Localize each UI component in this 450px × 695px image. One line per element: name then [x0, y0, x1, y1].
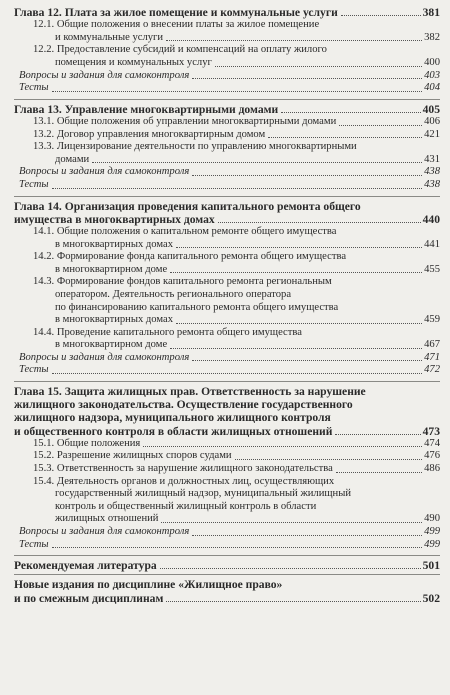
section-entry: [14, 463, 440, 476]
page-number: 472: [424, 364, 440, 376]
questions-entry: [14, 70, 440, 83]
divider-rule: [14, 381, 440, 382]
leader-dots: [339, 125, 422, 126]
page-number: 471: [424, 351, 440, 363]
section-line: [33, 116, 440, 129]
section-line-text: 13.1. Общие положения об управлении многоквартирными домами: [33, 115, 337, 127]
divider-rule: [14, 555, 440, 556]
section-line-text: 15.2. Разрешение жилищных споров судами: [33, 450, 232, 462]
page-number: 459: [424, 314, 440, 326]
section-entry: [14, 226, 440, 251]
section-entry: [14, 116, 440, 129]
section-entry: [14, 438, 440, 451]
chapter-entry: [14, 103, 440, 192]
section-line: 15.4. Деятельность органов и должностных лиц, осуществляющих: [33, 475, 335, 487]
page-number: 502: [422, 591, 440, 605]
section-line: [33, 463, 440, 476]
section-line: [33, 239, 440, 252]
tests-entry: [14, 364, 440, 377]
page-number: 400: [424, 56, 440, 68]
leader-dots: [170, 272, 422, 273]
chapter-title: [14, 103, 440, 116]
chapter-title: [14, 6, 440, 19]
leader-dots: [166, 40, 422, 41]
chapter-entry: [14, 6, 440, 95]
section-line-text: помещения и коммунальных услуг: [55, 56, 212, 68]
section-line-text: в многоквартирных домах: [55, 314, 174, 326]
page-number: 474: [424, 437, 440, 449]
leader-dots: [218, 222, 421, 223]
tail-entry: [14, 578, 440, 604]
leader-dots: [52, 91, 423, 92]
section-entry: [14, 141, 440, 166]
page-number: 499: [424, 538, 440, 550]
section-line: [33, 450, 440, 463]
chapter-title-line: жилищного надзора, муниципального жилищного контроля: [14, 411, 331, 425]
section-line-text: в многоквартирном доме: [55, 339, 168, 351]
section-line-text: в многоквартирном доме: [55, 263, 168, 275]
leader-dots: [192, 175, 422, 176]
tail-entry: [14, 559, 440, 572]
leader-dots: [176, 247, 422, 248]
tests-entry: [14, 82, 440, 95]
tail-line: Новые издания по дисциплине «Жилищное право»: [14, 578, 283, 592]
page-number: 381: [422, 6, 440, 19]
page-number: 406: [424, 115, 440, 127]
page-number: 421: [424, 128, 440, 140]
page-number: 405: [422, 102, 440, 116]
questions-entry-text: Вопросы и задания для самоконтроля: [19, 526, 190, 538]
page-number: 486: [424, 463, 440, 475]
section-entry: [14, 327, 440, 352]
leader-dots: [281, 112, 420, 113]
leader-dots: [92, 162, 422, 163]
tests-entry: [14, 179, 440, 192]
questions-entry: [14, 526, 440, 539]
section-line-text: жилищных отношений: [55, 513, 159, 525]
section-line: государственный жилищный надзор, муниципальный жилищный: [55, 488, 352, 500]
section-line: 14.1. Общие положения о капитальном ремонте общего имущества: [33, 225, 337, 237]
section-line: [33, 264, 440, 277]
page-number: 438: [424, 166, 440, 178]
section-line: [33, 154, 440, 167]
page-number: 499: [424, 526, 440, 538]
leader-dots: [235, 459, 423, 460]
section-line: 12.2. Предоставление субсидий и компенсаций на оплату жилого: [33, 44, 327, 56]
questions-entry-text: Вопросы и задания для самоконтроля: [19, 351, 190, 363]
section-line: [33, 513, 440, 526]
leader-dots: [341, 15, 421, 16]
divider-rule: [14, 196, 440, 197]
chapter-title-line: жилищного законодательства. Осуществление государственного: [14, 398, 353, 412]
page-number: 501: [422, 559, 440, 573]
leader-dots: [215, 66, 422, 67]
page-number: 441: [424, 238, 440, 250]
leader-dots: [192, 78, 422, 79]
section-line-text: и коммунальные услуги: [55, 31, 164, 43]
chapter-title-text: и общественного контроля в области жилищных отношений: [14, 424, 333, 438]
tail-line: [14, 592, 440, 605]
section-line: 14.3. Формирование фондов капитального ремонта региональным: [33, 276, 332, 288]
section-line: оператором. Деятельность регионального оператора: [55, 288, 292, 300]
section-line: 14.2. Формирование фонда капитального ремонта общего имущества: [33, 251, 347, 263]
leader-dots: [161, 522, 422, 523]
section-line-text: 13.2. Договор управления многоквартирным домом: [33, 128, 266, 140]
section-line: [33, 32, 440, 45]
tests-entry-text: Тесты: [19, 364, 49, 376]
chapter-title-line: Глава 14. Организация проведения капитального ремонта общего: [14, 199, 361, 213]
section-entry: [14, 129, 440, 142]
leader-dots: [335, 434, 420, 435]
section-entry: [14, 476, 440, 526]
questions-entry-text: Вопросы и задания для самоконтроля: [19, 166, 190, 178]
section-line: 12.1. Общие положения о внесении платы за жилое помещение: [33, 19, 320, 31]
section-line: [33, 129, 440, 142]
section-entry: [14, 19, 440, 44]
leader-dots: [52, 188, 423, 189]
tests-entry-text: Тесты: [19, 82, 49, 94]
chapter-title-text: Глава 12. Плата за жилое помещение и коммунальные услуги: [14, 6, 338, 19]
tail-line: [14, 559, 440, 572]
tail-line-text: и по смежным дисциплинам: [14, 591, 164, 605]
page-number: 455: [424, 263, 440, 275]
leader-dots: [52, 547, 423, 548]
page-number: 473: [422, 424, 440, 438]
chapter-title: [14, 213, 440, 226]
section-line-text: 15.1. Общие положения: [33, 437, 141, 449]
section-line: контроль и общественный жилищный контроль в области: [55, 500, 317, 512]
leader-dots: [192, 360, 422, 361]
chapter-entry: [14, 385, 440, 551]
tail-line-text: Рекомендуемая литература: [14, 559, 157, 573]
leader-dots: [143, 446, 422, 447]
chapter-title-line: Глава 15. Защита жилищных прав. Ответственность за нарушение: [14, 385, 366, 399]
page-number: 467: [424, 339, 440, 351]
divider-rule: [14, 99, 440, 100]
leader-dots: [170, 348, 422, 349]
leader-dots: [166, 601, 420, 602]
section-entry: [14, 450, 440, 463]
questions-entry-text: Вопросы и задания для самоконтроля: [19, 69, 190, 81]
tests-entry: [14, 539, 440, 552]
section-line: [33, 339, 440, 352]
chapter-title-text: имущества в многоквартирных домах: [14, 212, 215, 226]
section-line-text: в многоквартирных домах: [55, 238, 174, 250]
page-number: 440: [422, 212, 440, 226]
leader-dots: [192, 535, 422, 536]
section-entry: [14, 276, 440, 326]
leader-dots: [52, 373, 423, 374]
section-line: [33, 438, 440, 451]
section-line: [33, 57, 440, 70]
chapter-title-text: Глава 13. Управление многоквартирными домами: [14, 102, 279, 116]
questions-entry: [14, 352, 440, 365]
section-line: 14.4. Проведение капитального ремонта общего имущества: [33, 326, 302, 338]
leader-dots: [268, 137, 422, 138]
section-line-text: домами: [55, 153, 90, 165]
leader-dots: [176, 323, 422, 324]
page-number: 403: [424, 69, 440, 81]
section-entry: [14, 44, 440, 69]
divider-rule: [14, 574, 440, 575]
section-entry: [14, 251, 440, 276]
tests-entry-text: Тесты: [19, 178, 49, 190]
tests-entry-text: Тесты: [19, 538, 49, 550]
section-line-text: 15.3. Ответственность за нарушение жилищного законодательства: [33, 463, 333, 475]
chapter-entry: [14, 200, 440, 378]
page-number: 438: [424, 178, 440, 190]
leader-dots: [160, 568, 421, 569]
leader-dots: [336, 472, 422, 473]
section-line: [33, 314, 440, 327]
page-number: 476: [424, 450, 440, 462]
chapter-title: [14, 425, 440, 438]
page-number: 431: [424, 153, 440, 165]
page-number: 404: [424, 82, 440, 94]
page-number: 382: [424, 31, 440, 43]
section-line: 13.3. Лицензирование деятельности по управлению многоквартирными: [33, 141, 357, 153]
questions-entry: [14, 166, 440, 179]
page-number: 490: [424, 513, 440, 525]
section-line: по финансированию капитального ремонта общего имущества: [55, 301, 339, 313]
